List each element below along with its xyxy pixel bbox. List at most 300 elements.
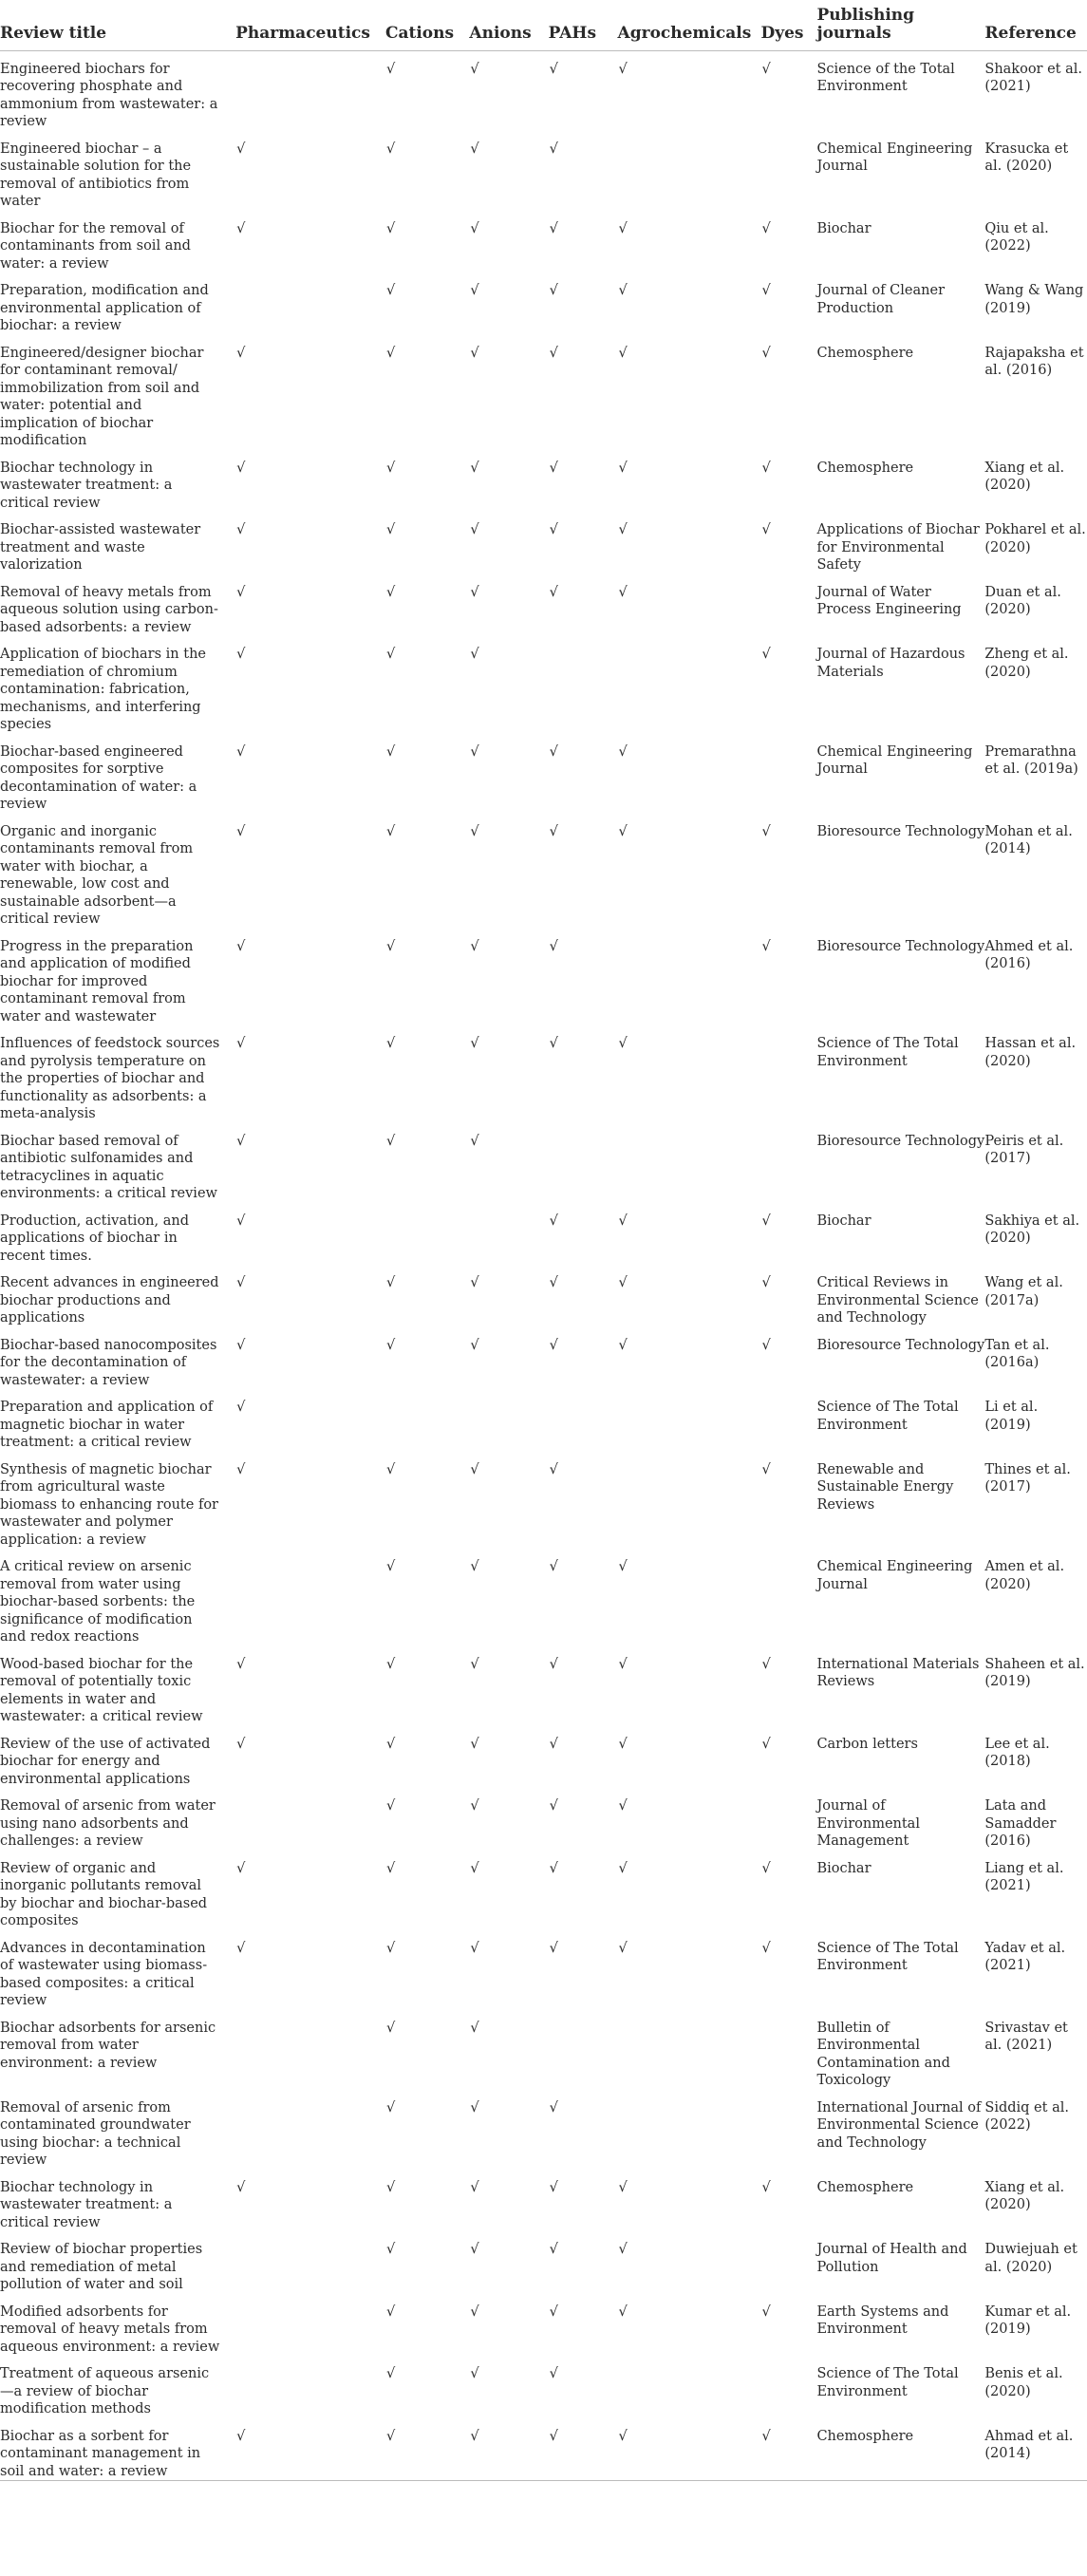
cell-dyes: √ (761, 1337, 771, 1353)
cell-reference: Tan et al. (2016a) (984, 1337, 1050, 1370)
column-header-title: Review title (0, 0, 235, 50)
cell-cations: √ (385, 460, 396, 476)
cell-reference: Krasucka et al. (2020) (984, 141, 1069, 174)
cell-anions: √ (470, 1036, 479, 1051)
cell-dyes: √ (760, 2418, 816, 2481)
cell-agrochemicals: √ (618, 1940, 628, 1956)
cell-journal: Applications of Biochar for Environmental Safety (816, 522, 980, 573)
cell-pharmaceutics: √ (236, 1940, 246, 1956)
cell-pharmaceutics: √ (236, 522, 246, 537)
cell-pahs: √ (549, 61, 558, 77)
cell-title: Review of the use of activated biochar for energy and environmental applications (0, 1736, 211, 1787)
cell-pharmaceutics: √ (236, 938, 246, 954)
cell-title: Review of organic and inorganic pollutants removal by biochar and biochar-based composites (0, 1860, 208, 1928)
cell-reference: Benis et al. (2020) (984, 2366, 1063, 2399)
cell-journal: Bioresource Technology (816, 823, 985, 839)
cell-anions: √ (470, 220, 479, 236)
cell-reference: Kumar et al. (2019) (984, 2303, 1072, 2337)
cell-title: Advances in decontamination of wastewater using biomass-based composites: a critical review (0, 1940, 208, 2008)
cell-reference: Thines et al. (2017) (984, 1461, 1071, 1495)
cell-agrochemicals (618, 1452, 761, 1550)
cell-cations: √ (385, 1036, 396, 1051)
cell-title: Modified adsorbents for removal of heavy metals from aqueous environment: a review (0, 2303, 220, 2355)
cell-pharmaceutics (235, 1549, 385, 1646)
cell-agrochemicals (618, 636, 761, 734)
cell-pharmaceutics: √ (236, 823, 246, 839)
cell-title: Review of biochar properties and remediation of metal pollution of water and soil (0, 2242, 203, 2292)
cell-pahs: √ (549, 2179, 558, 2195)
table-row (0, 512, 1087, 574)
table-row (0, 2356, 1087, 2418)
cell-pharmaceutics (235, 1788, 385, 1851)
cell-pahs: √ (549, 584, 558, 600)
cell-dyes (760, 131, 816, 211)
cell-cations: √ (385, 1736, 396, 1752)
column-header-journal: Publishing journals (816, 0, 984, 50)
cell-journal: Biochar (816, 1213, 871, 1229)
cell-agrochemicals (618, 2090, 761, 2170)
cell-pahs: √ (549, 283, 558, 298)
cell-anions: √ (470, 584, 479, 600)
cell-reference: Sakhiya et al. (2020) (984, 1213, 1080, 1246)
table-row (0, 2231, 1087, 2294)
table-row (0, 1788, 1087, 1851)
cell-title: Preparation and application of magnetic biochar in water treatment: a critical review (0, 1400, 214, 1450)
cell-journal: Bulletin of Environmental Contamination and Toxicology (816, 2020, 950, 2088)
cell-journal: Renewable and Sustainable Energy Reviews (816, 1461, 954, 1513)
cell-anions: √ (470, 823, 479, 839)
cell-cations: √ (385, 1337, 396, 1353)
cell-journal: Earth Systems and Environment (816, 2303, 949, 2337)
column-header-anions: Anions (469, 0, 548, 50)
cell-journal: Bioresource Technology (816, 1337, 985, 1353)
cell-title: Treatment of aqueous arsenic—a review of biochar modification methods (0, 2366, 210, 2416)
table-row (0, 1930, 1087, 2010)
cell-anions: √ (470, 460, 479, 476)
table-row (0, 211, 1087, 273)
cell-anions: √ (470, 743, 479, 760)
cell-cations (385, 1203, 469, 1266)
cell-reference: Xiang et al. (2020) (984, 2179, 1065, 2212)
cell-pharmaceutics: √ (236, 647, 246, 662)
cell-agrochemicals: √ (618, 522, 628, 537)
cell-anions: √ (470, 1133, 479, 1149)
cell-anions: √ (469, 2418, 548, 2481)
cell-journal: International Materials Reviews (816, 1656, 980, 1689)
cell-agrochemicals: √ (618, 1275, 628, 1290)
cell-cations: √ (385, 1461, 396, 1477)
cell-dyes: √ (761, 345, 771, 361)
cell-journal: International Journal of Environmental Science and Technology (816, 2099, 982, 2151)
cell-pahs: √ (549, 522, 558, 537)
cell-title: Application of biochars in the remediation of chromium contamination: fabrication, mechanisms, and interfering species (0, 647, 206, 732)
cell-dyes: √ (761, 647, 771, 662)
cell-agrochemicals (618, 2356, 761, 2418)
cell-cations: √ (385, 2099, 396, 2115)
cell-cations: √ (385, 61, 396, 77)
cell-pahs: √ (549, 743, 558, 760)
cell-agrochemicals: √ (618, 584, 628, 600)
cell-pharmaceutics (235, 2294, 385, 2357)
table-row (0, 273, 1087, 335)
cell-journal: Journal of Environmental Management (816, 1798, 920, 1849)
cell-reference: Duwiejuah et al. (2020) (984, 2242, 1078, 2275)
cell-pharmaceutics: √ (236, 220, 246, 236)
cell-agrochemicals (618, 929, 761, 1026)
table-row (0, 636, 1087, 734)
cell-pahs: √ (549, 1559, 558, 1574)
cell-cations: √ (385, 141, 396, 157)
cell-agrochemicals: √ (618, 61, 628, 77)
cell-journal: Science of the Total Environment (816, 61, 955, 94)
cell-pahs: √ (549, 1275, 558, 1290)
cell-title: Biochar technology in wastewater treatment: a critical review (0, 460, 173, 511)
cell-journal: Journal of Water Process Engineering (816, 584, 962, 617)
cell-agrochemicals: √ (618, 1736, 628, 1752)
cell-dyes: √ (761, 283, 771, 298)
cell-journal: Science of The Total Environment (816, 1940, 959, 1973)
cell-dyes: √ (761, 2179, 771, 2195)
cell-cations: √ (385, 647, 396, 662)
cell-cations: √ (385, 1559, 396, 1574)
table-row (0, 335, 1087, 450)
cell-reference: Ahmad et al. (2014) (984, 2418, 1087, 2481)
cell-anions: √ (470, 1736, 479, 1752)
cell-agrochemicals (618, 1123, 761, 1203)
cell-cations: √ (385, 823, 396, 839)
cell-anions: √ (470, 938, 479, 954)
cell-dyes: √ (761, 1656, 771, 1672)
cell-dyes (760, 2356, 816, 2418)
cell-dyes: √ (761, 1461, 771, 1477)
cell-agrochemicals (618, 2010, 761, 2090)
cell-title: Biochar for the removal of contaminants from soil and water: a review (0, 220, 191, 272)
cell-agrochemicals: √ (618, 1337, 628, 1353)
cell-reference: Zheng et al. (2020) (984, 647, 1069, 680)
cell-anions: √ (470, 522, 479, 537)
cell-dyes: √ (761, 938, 771, 954)
cell-agrochemicals: √ (618, 1559, 628, 1574)
cell-dyes: √ (761, 2303, 771, 2320)
cell-dyes: √ (761, 220, 771, 236)
cell-dyes: √ (761, 1736, 771, 1752)
cell-agrochemicals: √ (618, 1213, 628, 1229)
cell-reference: Lee et al. (2018) (984, 1736, 1050, 1769)
cell-pahs: √ (549, 1213, 558, 1229)
cell-title: Preparation, modification and environmental application of biochar: a review (0, 283, 209, 333)
cell-pharmaceutics (235, 2231, 385, 2294)
cell-agrochemicals (618, 1389, 761, 1452)
cell-title: Removal of heavy metals from aqueous solution using carbon-based adsorbents: a review (0, 584, 218, 635)
cell-pahs: √ (549, 1461, 558, 1477)
table-row (0, 450, 1087, 513)
cell-pharmaceutics (235, 2090, 385, 2170)
cell-dyes: √ (761, 1860, 771, 1876)
cell-agrochemicals: √ (618, 1656, 628, 1672)
table-row (0, 2090, 1087, 2170)
cell-reference: Amen et al. (2020) (984, 1559, 1065, 1592)
cell-agrochemicals: √ (618, 1036, 628, 1051)
table-row (0, 1123, 1087, 1203)
cell-dyes: √ (761, 1275, 771, 1290)
cell-anions: √ (470, 283, 479, 298)
cell-pharmaceutics: √ (236, 1337, 246, 1353)
cell-pahs: √ (549, 1736, 558, 1752)
cell-reference: Pokharel et al. (2020) (984, 522, 1086, 555)
cell-cations: √ (385, 584, 396, 600)
cell-pahs: √ (549, 1940, 558, 1956)
cell-pharmaceutics: √ (236, 1736, 246, 1752)
cell-pharmaceutics: √ (236, 345, 246, 361)
cell-title: Removal of arsenic from water using nano adsorbents and challenges: a review (0, 1798, 216, 1849)
cell-pahs: √ (549, 2418, 618, 2481)
column-header-agrochemicals: Agrochemicals (618, 0, 761, 50)
table-row (0, 1549, 1087, 1646)
cell-pharmaceutics: √ (236, 2179, 246, 2195)
cell-dyes (760, 2090, 816, 2170)
cell-title: Engineered biochar – a sustainable solution for the removal of antibiotics from water (0, 141, 192, 209)
table-row (0, 929, 1087, 1026)
cell-reference: Liang et al. (2021) (984, 1860, 1064, 1893)
cell-journal: Chemical Engineering Journal (816, 743, 973, 777)
cell-journal: Critical Reviews in Environmental Science and Technology (816, 1275, 979, 1326)
cell-anions: √ (470, 1337, 479, 1353)
cell-pahs: √ (549, 938, 558, 954)
table-row (0, 2010, 1087, 2090)
cell-title: Biochar technology in wastewater treatment: a critical review (0, 2179, 173, 2230)
cell-dyes (760, 574, 816, 637)
cell-pahs: √ (549, 141, 558, 157)
cell-reference: Srivastav et al. (2021) (984, 2020, 1068, 2053)
cell-pahs: √ (549, 2242, 558, 2257)
table-row (0, 1389, 1087, 1452)
cell-journal: Chemosphere (816, 2179, 914, 2195)
cell-pahs: √ (549, 1798, 558, 1814)
cell-dyes (760, 1389, 816, 1452)
cell-anions: √ (470, 141, 479, 157)
cell-pharmaceutics: √ (235, 2418, 385, 2481)
table-row (0, 1265, 1087, 1327)
cell-journal: Bioresource Technology (816, 1133, 985, 1149)
table-row (0, 2294, 1087, 2357)
cell-cations: √ (385, 2366, 396, 2381)
table-row (0, 1851, 1087, 1930)
cell-journal: Journal of Hazardous Materials (816, 647, 965, 680)
cell-pahs: √ (549, 2099, 558, 2115)
cell-pharmaceutics: √ (236, 1213, 246, 1229)
cell-title: Wood-based biochar for the removal of potentially toxic elements in water and wastewater: a critical review (0, 1656, 203, 1724)
cell-title: Biochar-assisted wastewater treatment and waste valorization (0, 522, 201, 573)
cell-cations: √ (385, 1656, 396, 1672)
cell-pahs: √ (549, 2303, 558, 2320)
table-row (0, 1025, 1087, 1123)
cell-pahs: √ (549, 460, 558, 476)
table-row (0, 814, 1087, 929)
table-row (0, 131, 1087, 211)
cell-reference: Hassan et al. (2020) (984, 1036, 1077, 1069)
cell-cations: √ (385, 2242, 396, 2257)
cell-dyes: √ (761, 460, 771, 476)
cell-anions: √ (470, 2179, 479, 2195)
table-row (0, 1646, 1087, 1726)
cell-dyes (760, 2010, 816, 2090)
cell-cations: √ (385, 938, 396, 954)
cell-title: Production, activation, and applications of biochar in recent times. (0, 1213, 189, 1264)
cell-reference: Shakoor et al. (2021) (984, 61, 1083, 94)
cell-pahs: √ (549, 823, 558, 839)
cell-reference: Ahmed et al. (2016) (984, 938, 1074, 971)
cell-pharmaceutics: √ (236, 743, 246, 760)
table-row (0, 1726, 1087, 1789)
cell-title: Biochar-based engineered composites for sorptive decontamination of water: a review (0, 743, 197, 812)
table-row (0, 50, 1087, 131)
cell-pahs (549, 636, 618, 734)
cell-reference: Qiu et al. (2022) (984, 220, 1049, 254)
table-row (0, 2170, 1087, 2232)
cell-anions: √ (470, 2020, 479, 2036)
cell-reference: Li et al. (2019) (984, 1400, 1039, 1433)
cell-journal: Journal of Health and Pollution (816, 2242, 967, 2275)
cell-dyes: √ (761, 61, 771, 77)
cell-agrochemicals: √ (618, 220, 628, 236)
cell-dyes: √ (761, 1940, 771, 1956)
cell-pharmaceutics (235, 273, 385, 335)
cell-reference: Siddiq et al. (2022) (984, 2099, 1069, 2133)
cell-title: Progress in the preparation and application of modified biochar for improved contaminant removal from water and wastewater (0, 938, 194, 1025)
cell-pharmaceutics: √ (236, 584, 246, 600)
cell-title: Synthesis of magnetic biochar from agricultural waste biomass to enhancing route for wastewater and polymer application: a review (0, 1461, 218, 1548)
cell-pahs (549, 2010, 618, 2090)
cell-cations: √ (385, 522, 396, 537)
cell-agrochemicals: √ (618, 2303, 628, 2320)
cell-dyes (760, 1123, 816, 1203)
cell-pharmaceutics (235, 2010, 385, 2090)
table-row (0, 734, 1087, 814)
cell-pahs (549, 1123, 618, 1203)
cell-agrochemicals: √ (618, 743, 628, 760)
cell-title: Engineered/designer biochar for contaminant removal/ immobilization from soil and water: potential and implication of biochar modification (0, 345, 204, 448)
cell-title: Recent advances in engineered biochar productions and applications (0, 1275, 219, 1326)
cell-pharmaceutics: √ (236, 1860, 246, 1876)
cell-journal: Biochar (816, 1860, 871, 1876)
cell-journal: Chemosphere (816, 460, 914, 476)
cell-cations: √ (385, 1275, 396, 1290)
cell-pharmaceutics (235, 50, 385, 131)
cell-reference: Premarathna et al. (2019a) (984, 743, 1078, 777)
cell-agrochemicals: √ (618, 823, 628, 839)
cell-agrochemicals: √ (618, 2179, 628, 2195)
cell-journal: Science of The Total Environment (816, 1400, 959, 1433)
cell-journal: Biochar (816, 220, 871, 236)
cell-anions: √ (470, 1461, 479, 1477)
cell-cations: √ (385, 345, 396, 361)
cell-anions: √ (470, 61, 479, 77)
cell-reference: Shaheen et al. (2019) (984, 1656, 1085, 1689)
cell-pharmaceutics: √ (236, 1461, 246, 1477)
cell-cations: √ (385, 283, 396, 298)
cell-title: Biochar as a sorbent for contaminant management in soil and water: a review (0, 2418, 235, 2481)
table-row (0, 574, 1087, 637)
cell-anions: √ (470, 647, 479, 662)
column-header-reference: Reference (984, 0, 1087, 50)
cell-pahs: √ (549, 1656, 558, 1672)
cell-cations: √ (385, 1133, 396, 1149)
cell-journal: Bioresource Technology (816, 938, 985, 954)
cell-dyes (760, 1549, 816, 1646)
cell-title: Removal of arsenic from contaminated groundwater using biochar: a technical review (0, 2099, 191, 2168)
cell-reference: Rajapaksha et al. (2016) (984, 345, 1084, 378)
cell-agrochemicals (618, 131, 761, 211)
cell-pharmaceutics: √ (236, 1275, 246, 1290)
cell-journal: Science of The Total Environment (816, 1036, 959, 1069)
cell-reference: Wang & Wang (2019) (984, 283, 1084, 316)
cell-anions: √ (470, 2099, 479, 2115)
cell-anions: √ (470, 1860, 479, 1876)
cell-title: Organic and inorganic contaminants removal from water with biochar, a renewable, low cost and sustainable adsorbent—a critical review (0, 823, 194, 927)
cell-cations: √ (385, 2418, 469, 2481)
cell-pharmaceutics: √ (236, 460, 246, 476)
cell-anions: √ (470, 1275, 479, 1290)
cell-anions (469, 1389, 548, 1452)
cell-journal: Science of The Total Environment (816, 2366, 959, 2399)
cell-pahs: √ (549, 220, 558, 236)
cell-pharmaceutics: √ (236, 141, 246, 157)
cell-agrochemicals: √ (618, 460, 628, 476)
cell-pharmaceutics: √ (236, 1036, 246, 1051)
cell-cations: √ (385, 1860, 396, 1876)
table-body (0, 50, 1087, 2481)
cell-anions: √ (470, 2242, 479, 2257)
cell-title: Influences of feedstock sources and pyrolysis temperature on the properties of biochar and functionality as adsorbents: a meta-analysis (0, 1036, 220, 1121)
cell-title: Biochar based removal of antibiotic sulfonamides and tetracyclines in aquatic environments: a critical review (0, 1133, 217, 1201)
cell-agrochemicals: √ (618, 1798, 628, 1814)
cell-journal: Chemosphere (816, 2418, 984, 2481)
cell-pahs: √ (549, 2366, 558, 2381)
cell-agrochemicals: √ (618, 283, 628, 298)
cell-anions: √ (470, 2366, 479, 2381)
cell-title: A critical review on arsenic removal from water using biochar-based sorbents: the significance of modification and redox reactions (0, 1559, 196, 1645)
cell-journal: Carbon letters (816, 1736, 918, 1752)
table-row (0, 1452, 1087, 1550)
column-header-pahs: PAHs (549, 0, 618, 50)
cell-agrochemicals: √ (618, 345, 628, 361)
cell-agrochemicals: √ (618, 2418, 761, 2481)
cell-anions (469, 1203, 548, 1266)
cell-agrochemicals: √ (618, 2242, 628, 2257)
cell-cations: √ (385, 743, 396, 760)
cell-dyes: √ (761, 1213, 771, 1229)
cell-reference: Wang et al. (2017a) (984, 1275, 1063, 1308)
cell-anions: √ (470, 1656, 479, 1672)
cell-reference: Lata and Samadder (2016) (984, 1798, 1057, 1849)
column-header-pharmaceutics: Pharmaceutics (235, 0, 385, 50)
cell-dyes: √ (761, 823, 771, 839)
cell-pharmaceutics: √ (236, 1656, 246, 1672)
cell-anions: √ (470, 1559, 479, 1574)
cell-cations: √ (385, 1798, 396, 1814)
cell-title: Biochar-based nanocomposites for the decontamination of wastewater: a review (0, 1337, 217, 1388)
cell-anions: √ (470, 1798, 479, 1814)
cell-anions: √ (470, 345, 479, 361)
cell-dyes (760, 1788, 816, 1851)
cell-dyes: √ (761, 522, 771, 537)
cell-pharmaceutics: √ (236, 1400, 246, 1415)
cell-journal: Chemical Engineering Journal (816, 141, 973, 174)
cell-pahs (549, 1389, 618, 1452)
cell-reference: Duan et al. (2020) (984, 584, 1061, 617)
cell-pharmaceutics (235, 2356, 385, 2418)
cell-journal: Chemical Engineering Journal (816, 1559, 973, 1592)
